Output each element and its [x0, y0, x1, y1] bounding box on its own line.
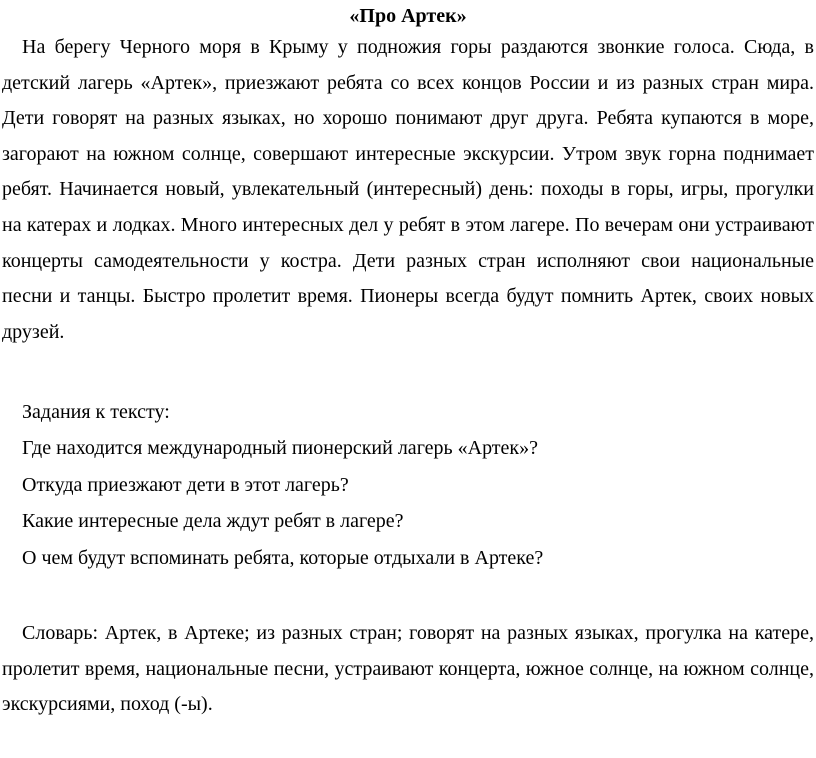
document-title: «Про Артек» [349, 5, 467, 27]
task-question-4: О чем будут вспоминать ребята, которые отдыхали в Артеке? [22, 546, 544, 569]
task-question-3: Какие интересные дела ждут ребят в лагере? [22, 510, 404, 533]
main-text-paragraph: На берегу Черного моря в Крыму у подножия горы раздаются звонкие голоса. Сюда, в детский лагерь «Артек», приезжают ребята со всех концов России и из разных стран мира. Дети говорят на разных языках, но хорошо понимают друг друга. Ребята купаются в море, загорают на южном солнце, совершают интересные экскурсии. Утром звук горна поднимает ребят. Начинается новый, увлекательный (интересный) день: походы в горы, игры, прогулки на катерах и лодках. Много интересных дел у ребят в этом лагере. По вечерам они устраивают концерты самодеятельности у костра. Дети разных стран исполняют свои национальные песни и танцы. Быстро пролетит время. Пионеры всегда будут помнить Артек, своих новых друзей. [2, 36, 814, 343]
tasks-section [22, 394, 543, 576]
task-question-1: Где находится международный пионерский лагерь «Артек»? [22, 437, 539, 460]
vocabulary-paragraph: Словарь: Артек, в Артеке; из разных стран; говорят на разных языках, прогулка на катере, пролетит время, национальные песни, устраивают концерта, южное солнце, на южном солнце, экскурсиями, поход (-ы). [2, 622, 814, 716]
task-question-2: Откуда приезжают дети в этот лагерь? [22, 473, 349, 496]
tasks-heading: Задания к тексту: [22, 401, 170, 423]
